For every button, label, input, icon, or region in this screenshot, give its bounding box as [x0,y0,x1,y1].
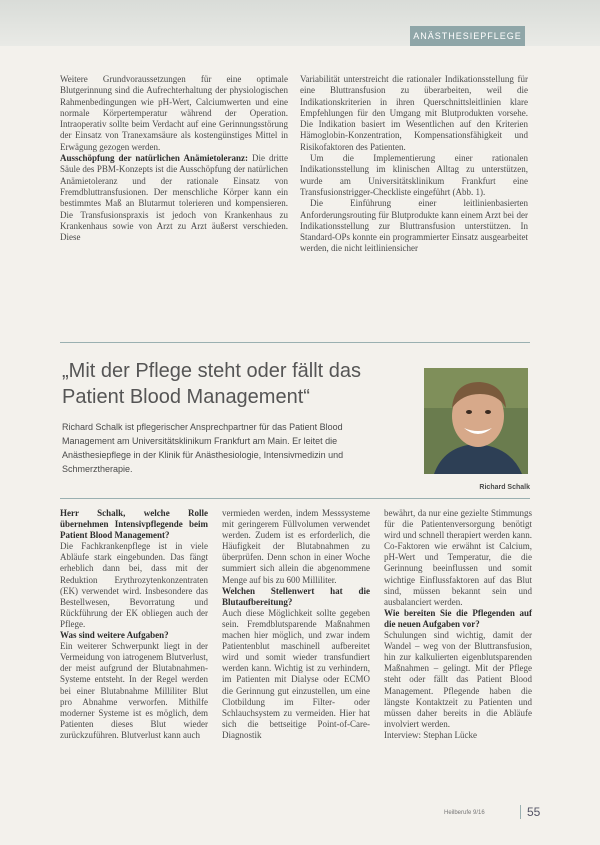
feature-title: „Mit der Pflege steht oder fällt das Patient Blood Management“ [62,360,362,408]
page-number: 55 [520,805,540,819]
portrait-illustration [424,368,528,474]
photo-caption: Richard Schalk [479,484,530,491]
article-column-top-left [60,74,288,243]
portrait-photo [424,368,528,474]
paragraph-text: Die dritte Säule des PBM-Konzepts ist die Ausschöpfung der natürlichen Anämietoleranz und der rationale Einsatz von Fremdbluttransfusionen. Der menschliche Körper kann ein bestimmtes Maß an Blutarmut tolerieren und kompensieren. Die Transfusionspraxis ist jedoch von Krankenhaus zu Krankenhaus sowie von Arzt zu Arzt äußerst verschieden. Diese [60,153,288,243]
interview-question: Welchen Stellenwert hat die Blutaufbereitung? [222,585,370,607]
feature-intro: Richard Schalk ist pflegerischer Ansprechpartner für das Patient Blood Management am Universitätsklinikum Frankfurt am Main. Er leitet die Anästhesiepflege in der Klinik für Anästhesiologie, Intensivmedizin und Schmerztherapie. [62,422,344,474]
interview-answer: Die Fachkrankenpflege ist in viele Abläufe stark eingebunden. Das fängt erheblich dann bei, dass mit der Reduktion Erythrozytenkonzentraten (EK) verwendet wird. Insbesondere das Bestellwesen, Bevorratung und Rückführung der EK obliegen auch der Pflege. [60,541,208,629]
article-column-top-right [300,74,528,255]
section-tab: ANÄSTHESIEPFLEGE [410,26,525,46]
paragraph [60,153,288,243]
interview-credit: Interview: Stephan Lücke [384,729,477,740]
paragraph: Weitere Grundvoraussetzungen für eine optimale Blutgerinnung sind die Aufrechterhaltung der physiologischen Rahmenbedingungen wie pH-Wert, Calciumwerten und eine normale Körpertemperatur während der Operation. Intraoperativ sollte beim Verdacht auf eine Gerinnungsstörung der Einsatz von Tranexamsäure als kostengünstiges Mittel in Erwägung gezogen werden. [60,74,288,152]
section-divider [60,342,530,343]
interview-answer: Schulungen sind wichtig, damit der Wandel – weg von der Bluttransfusion, hin zur kalkulierten eigenblutsparenden Maßnahmen – gelingt. Mit der Pflege steht oder fällt das Patient Blood Management. Pflegende haben die längste Kontaktzeit zu Patienten und müssen daher bereits in die Abläufe involviert werden. [384,630,532,729]
interview-answer: Ein weiterer Schwerpunkt liegt in der Vermeidung von iatrogenem Blutverlust, der meist aufgrund der Blutabnahmen-Systeme entsteht. In der Regel werden bei einer Blutabnahme Milliliter Blut pro Abnahme verworfen. Mithilfe moderner Systeme ist es möglich, dem Patienten dieses Blut wieder zurückzuführen. Blutverlust kann auch [60,641,208,740]
paragraph: Die Einführung einer leitlinienbasierten Anforderungsrouting für Blutprodukte kann einem Arzt bei der Indikationsstellung zur Bluttransfusion unterstützen. In Standard-OPs konnte ein programmierter Einsatz ausgearbeitet werden, die nicht leitliniensicher [300,198,528,254]
paragraph: Variabilität unterstreicht die rationaler Indikationsstellung für eine Bluttransfusion zu überarbeiten, weil die Indikationskriterien in ihren Querschnittsleitlinien klare Empfehlungen für den Umgang mit Blutprodukten vorsehe. Die Indikation basiert im Wesentlichen auf den Kriterien Hämoglobin-Konzentration, Kompensationsfähigkeit und Risikofaktoren des Patienten. [300,74,528,152]
interview-question: Herr Schalk, welche Rolle übernehmen Intensivpflegende beim Patient Blood Management? [60,508,208,541]
interview-answer: vermieden werden, indem Messsysteme mit geringerem Füllvolumen verwendet werden. Zudem ist es erforderlich, die Häufigkeit der Blutabnahmen zu überprüfen. Denn schon in einer Woche summiert sich allein die abgenommene Menge auf bis zu 600 Milliliter. [222,508,370,585]
interview-answer: bewährt, da nur eine gezielte Stimmungs für die Patientenversorgung benötigt wird und schnell therapiert werden kann. Co-Faktoren wie erwähnt ist Calcium, pH-Wert und Temperatur, die die Gerinnung beeinflussen und somit wichtige Einflussfaktoren auf das Blut sind, müssen bekannt sein und ausbalanciert werden. [384,508,532,607]
paragraph: Um die Implementierung einer rationalen Indikationsstellung im klinischen Alltag zu unterstützen, wurde am Universitätsklinikum Frankfurt eine Transfusionstrigger-Checkliste eingeführt (Abb. 1). [300,153,528,197]
interview-column-2 [222,508,370,741]
paragraph-heading: Ausschöpfung der natürlichen Anämietoleranz: [60,153,248,164]
section-divider [60,498,530,499]
interview-column-1 [60,508,208,741]
interview-question: Was sind weitere Aufgaben? [60,630,169,641]
interview-question: Wie bereiten Sie die Pflegenden auf die neuen Aufgaben vor? [384,607,532,629]
interview-answer: Auch diese Möglichkeit sollte gegeben sein. Fremdblutsparende Maßnahmen machen hier möglich, und zwar indem Patientenblut maschinell aufbereitet wird und somit wieder transfundiert werden kann. Wichtig ist zu verhindern, im Patienten mit Dialyse oder ECMO die Gerinnung gut einzustellen, um eine Clotbildung im Filter- oder Schlauchsystem zu vermeiden. Hier hat sich die bettseitige Point-of-Care-Diagnostik [222,607,370,740]
interview-column-3 [384,508,532,741]
journal-name: Heilberufe 9/16 [444,810,485,816]
